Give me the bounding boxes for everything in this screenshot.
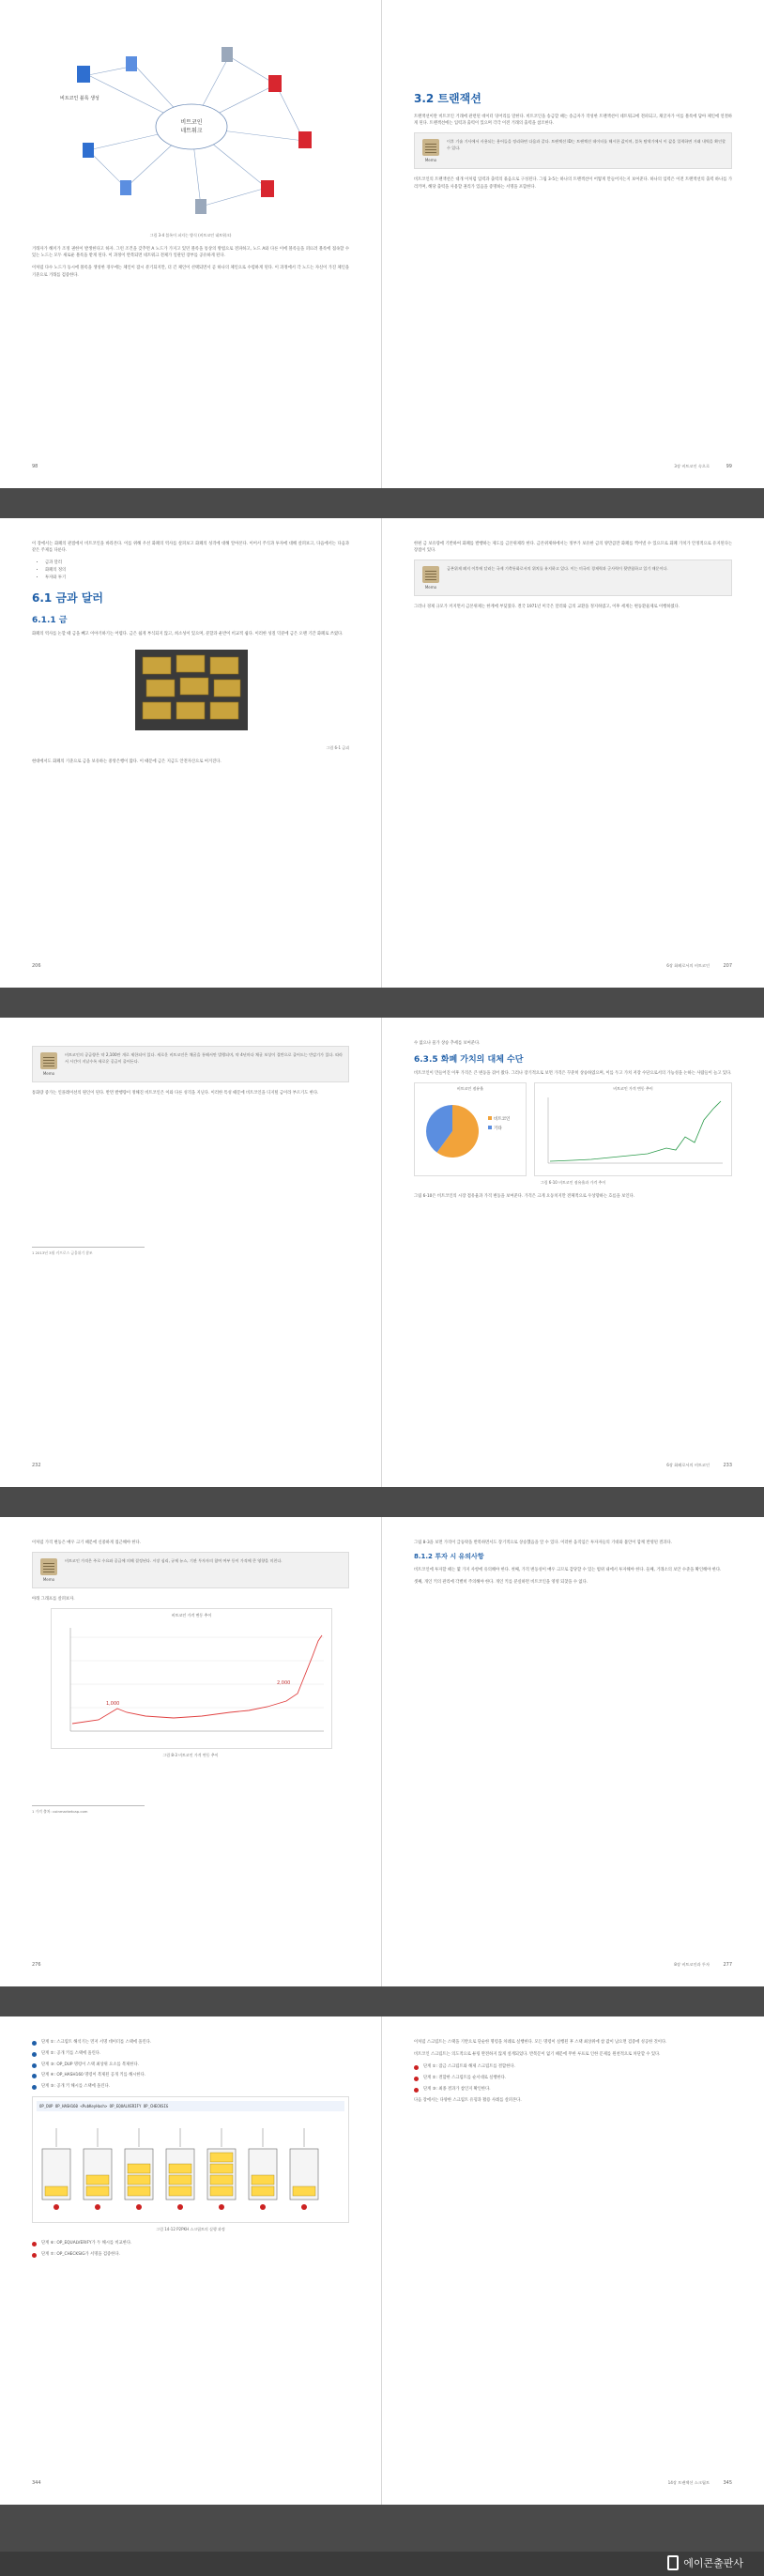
series-label-2: 2,000 <box>277 1680 291 1687</box>
line-chart <box>534 1082 732 1176</box>
footnote: 1 2013년 3월 키프로스 금융위기 참조 <box>32 1247 145 1256</box>
intro-paragraph: 이처럼 가격 변동은 매우 크기 때문에 신중하게 접근해야 한다. <box>32 1541 142 1545</box>
cloud-label-1: 비트코인 <box>180 119 203 126</box>
series-label-1: 1,000 <box>106 1701 120 1708</box>
step-item: 단계 ④: OP_HASH160 명령이 복제된 공개 키를 해시한다. <box>32 2072 349 2079</box>
paragraph: 그러나 경제 규모가 커지면서 금본위제는 한계에 부딪혔다. 결국 1971년 미국은 달러와 금의 교환을 정지하였고, 이후 세계는 변동환율제로 이행하였다. <box>414 605 680 610</box>
figure-caption: 그림 14-12 P2PKH 스크립트의 실행 과정 <box>156 2226 225 2231</box>
page-344 <box>0 2016 382 2505</box>
spread-2 <box>0 518 764 988</box>
paragraph: 이처럼 다수 노드가 동시에 블록을 생성한 경우에는 체인이 잠시 분기되지만, 더 긴 체인이 선택되면서 곧 하나의 체인으로 수렴하게 된다. 이 과정에서 각 노드는 자신이 가진 체인을 기준으로 거래를 검증한다. <box>32 266 349 278</box>
paragraph: 이처럼 스크립트는 스택을 기반으로 단순한 명령을 차례로 실행한다. 모든 명령이 실행된 후 스택 최상위에 참 값이 남으면 검증에 성공한 것이다. <box>414 2040 667 2045</box>
node-blue-1 <box>77 66 90 83</box>
memo-box <box>414 560 732 596</box>
paragraph: 트랜잭션이란 비트코인 거래에 관련된 데이터 덩어리를 말한다. 비트코인을 송금할 때는 송금자가 작성한 트랜잭션이 네트워크에 전파되고, 채굴자가 이를 블록에 담아 체인에 연결하게 된다. 트랜잭션에는 입력과 출력이 있으며 각각 이전 거래의 출력을 참조한다. <box>414 115 732 127</box>
memo-box <box>32 1046 349 1082</box>
memo-box <box>414 132 732 169</box>
node-red-2 <box>298 131 312 148</box>
page-207 <box>382 518 764 988</box>
paragraph: 셋째, 개인 키의 관리에 각별히 주의해야 한다. 개인 키를 분실하면 비트코인을 영영 되찾을 수 없다. <box>414 1580 588 1586</box>
spread-4 <box>0 1517 764 1986</box>
line-chart-title: 비트코인 가격 변동 추이 <box>613 1086 653 1092</box>
spread-1 <box>0 0 764 488</box>
step-item: 단계 ⑥: OP_EQUALVERIFY가 두 해시를 비교한다. <box>32 2240 349 2247</box>
price-series <box>72 1635 322 1724</box>
running-head: 3장 비트코인 속으로 <box>674 464 710 468</box>
topic-item: • 화폐의 정의 <box>45 567 349 575</box>
page-number: 206 <box>32 963 41 969</box>
paragraph: 비트코인에 투자할 때는 몇 가지 사항에 유의해야 한다. 첫째, 가격 변동성이 매우 크므로 감당할 수 있는 범위 내에서 투자해야 한다. 둘째, 거래소의 보안 수준을 확인해야 한다. <box>414 1568 722 1573</box>
memo-icon: Memo <box>38 1052 59 1076</box>
step-item: 단계 ⑦: OP_CHECKSIG가 서명을 검증한다. <box>32 2251 349 2259</box>
pie-chart-title: 비트코인 점유율 <box>456 1086 484 1092</box>
running-head: 14장 트랜잭션 스크립트 <box>667 2480 710 2485</box>
running-head: 6장 화폐로서의 비트코인 <box>666 1463 710 1467</box>
running-head: 6장 화폐로서의 비트코인 <box>666 963 710 968</box>
section-title: 3.2 트랜잭션 <box>414 92 481 105</box>
section-title: 6.3.5 화폐 가치의 대체 수단 <box>414 1055 524 1066</box>
pie-chart <box>414 1082 527 1176</box>
running-head: 8장 비트코인과 투자 <box>674 1962 710 1967</box>
page-number: 277 <box>723 1962 732 1968</box>
paragraph: 다음 장에서는 다양한 스크립트 유형과 활용 사례를 살펴본다. <box>414 2097 522 2103</box>
node-blue-2 <box>126 56 137 71</box>
publisher-logo <box>667 2555 743 2570</box>
page-number: 232 <box>32 1463 41 1468</box>
step-list <box>32 2039 349 2091</box>
script-code-line: OP_DUP OP_HASH160 <PubKeyHash> OP_EQUALVERIFY OP_CHECKSIG <box>37 2101 344 2111</box>
cloud-label-2: 네트워크 <box>180 128 203 134</box>
figure-caption: 그림 6-10 비트코인 점유율과 가격 추이 <box>540 1180 606 1186</box>
publisher-mark-icon <box>667 2555 679 2570</box>
legend-swatch <box>488 1126 492 1129</box>
topic-item: • 투자와 투기 <box>45 575 349 582</box>
step-list <box>414 2063 732 2093</box>
legend-label: 기타 <box>494 1127 502 1132</box>
step-item: 단계 ③: 최종 결과가 참인지 확인한다. <box>414 2086 732 2093</box>
page-206 <box>0 518 382 988</box>
paragraph: 아래 그래프를 살펴보자. <box>32 1597 75 1602</box>
paragraph: 비트코인 스크립트는 의도적으로 튜링 완전하지 않게 설계되었다. 반복문이 없기 때문에 무한 루프로 인한 문제를 원천적으로 차단할 수 있다. <box>414 2052 661 2058</box>
spread-5 <box>0 2016 764 2505</box>
intro-paragraph: 수 없으나 물가 상승 추세를 보여준다. <box>414 1041 481 1046</box>
section-title: 6.1.1 금 <box>32 616 68 626</box>
line-chart-plot <box>535 1092 728 1171</box>
topic-list <box>45 560 349 582</box>
paragraph: 그림 6-10은 비트코인의 시장 점유율과 가격 변동을 보여준다. 가격은 크게 요동치지만 전체적으로 우상향하는 흐름을 보인다. <box>414 1194 634 1200</box>
node-blue-4 <box>83 143 94 158</box>
page-number: 344 <box>32 2480 41 2486</box>
legend-label: 비트코인 <box>494 1117 511 1123</box>
step-item: 단계 ①: 스크립트 해석기는 먼저 서명 데이터를 스택에 올린다. <box>32 2039 349 2047</box>
memo-box <box>32 1552 349 1588</box>
memo-icon: Memo <box>420 139 441 162</box>
publisher-name: 에이콘출판사 <box>683 2557 743 2569</box>
paragraph: 한편 금 보유량에 기반하여 화폐를 발행하는 제도를 금본위제라 한다. 금본위제하에서는 정부가 보유한 금의 양만큼만 화폐를 찍어낼 수 있으므로 화폐 가치가 안정적으로 유지된다는 장점이 있다. <box>414 542 732 554</box>
page-number: 276 <box>32 1962 41 1968</box>
script-diagram <box>32 2096 349 2223</box>
step-item: 단계 ①: 잠금 스크립트와 해제 스크립트를 결합한다. <box>414 2063 732 2071</box>
footer-band <box>0 2552 764 2576</box>
price-series <box>550 1101 721 1161</box>
figure-caption: 그림 3-4 블록이 퍼지는 방식 (비트코인 네트워크) <box>149 233 232 238</box>
memo-text: 비트코인의 공급량은 약 2,100만 개로 제한되어 있다. 새로운 비트코인은 채굴을 통해서만 발행되며, 약 4년마다 채굴 보상이 절반으로 줄어드는 반감기가 있다. 따라서 시간이 지날수록 새로운 공급이 줄어든다. <box>65 1052 343 1064</box>
paragraph: 화폐의 역사를 논할 때 금을 빼고 이야기하기는 어렵다. 금은 쉽게 부식되지 않고, 희소성이 있으며, 분할과 운반이 비교적 쉽다. 이러한 성질 덕분에 금은 오랜 기간 화폐로 쓰였다. <box>32 632 344 637</box>
node-gray-1 <box>222 47 233 62</box>
page-345 <box>382 2016 764 2505</box>
footnote: 1 가격 출처: coinmarketcap.com <box>32 1805 145 1815</box>
memo-text: 비트코인 가격은 주로 수요와 공급에 의해 결정된다. 시장 심리, 규제 뉴스, 기관 투자자의 참여 여부 등이 가격에 큰 영향을 미친다. <box>65 1558 283 1564</box>
network-figure <box>32 38 350 225</box>
paragraph: 비트코인이 만들어진 이후 가격은 큰 변동을 겪어 왔다. 그러나 장기적으로 보면 가격은 꾸준히 상승하였으며, 이를 두고 가치 저장 수단으로서의 가능성을 논하는 사람들이 늘고 있다. <box>414 1071 732 1077</box>
node-blue-3 <box>120 180 131 195</box>
memo-icon: Memo <box>420 566 441 590</box>
page-233 <box>382 1018 764 1487</box>
pie-chart-plot <box>415 1092 526 1171</box>
memo-text: 이후 기술 기사에서 사용되는 용어들을 정리하면 다음과 같다. 트랜잭션 ID는 트랜잭션 데이터를 해시한 값이며, 블록 탐색기에서 이 값을 입력하면 거래 내역을 확인할 수 있다. <box>447 139 726 150</box>
page-number: 345 <box>723 2480 732 2486</box>
node-red-1 <box>268 75 282 92</box>
step-item: 단계 ②: 결합한 스크립트를 순서대로 실행한다. <box>414 2075 732 2082</box>
node-gray-2 <box>195 199 206 214</box>
paragraph: 비트코인의 트랜잭션은 대개 이처럼 입력과 출력의 묶음으로 구성된다. 그림 3-5는 하나의 트랜잭션이 어떻게 만들어지는지 보여준다. 하나의 입력은 이전 트랜잭션의 출력 하나를 가리키며, 해당 출력을 사용할 권리가 있음을 증명하는 서명을 포함한다. <box>414 177 732 190</box>
page-232 <box>0 1018 382 1487</box>
price-chart-title: 비트코인 가격 변동 추이 <box>171 1613 212 1618</box>
page-276 <box>0 1517 382 1986</box>
memo-text: 금본위제 폐지 이후에 달러는 국제 기축통화로서의 위치를 유지하고 있다. 이는 미국의 경제력과 군사력이 뒷받침하고 있기 때문이다. <box>447 566 668 572</box>
network-cloud <box>156 104 227 149</box>
price-chart <box>51 1608 332 1749</box>
spread-3 <box>0 1018 764 1487</box>
intro-paragraph: 이 장에서는 화폐의 관점에서 비트코인을 바라본다. 이를 위해 우선 화폐의 역사를 살펴보고 화폐의 성격에 대해 알아본다. 이어서 주식과 투자에 대해 살펴보고, 다음에서는 다음과 같은 주제를 다룬다. <box>32 542 349 554</box>
section-title: 8.1.2 투자 시 유의사항 <box>414 1553 484 1561</box>
price-chart-plot <box>52 1618 331 1745</box>
paragraph: 거래자가 해커가 조정 권한이 발생한다고 하자. 그런 조건을 갖추면 A 노드가 가지고 있던 블록을 통상의 방법으로 전파하고, 노드 A와 다른 이에 블록들을 퍼뜨려 블록에 접속할 수 있는 노드는 모두 새로운 블록을 받게 된다. 이 과정이 반복되면 네트워크 전체가 일관된 장부를 공유하게 된다. <box>32 247 349 259</box>
step-item: 단계 ③: OP_DUP 명령이 스택 최상위 요소를 복제한다. <box>32 2062 349 2069</box>
step-list <box>32 2240 349 2259</box>
figure-caption: 그림 6-1 금괴 <box>326 744 349 750</box>
page-number: 233 <box>723 1463 732 1468</box>
paragraph: 그림 8-3을 보면 가격이 급등락을 반복하면서도 장기적으로 상승했음을 알 수 있다. 이러한 움직임은 투자자들의 기대와 불안이 함께 반영된 결과다. <box>414 1541 673 1545</box>
page-number: 207 <box>723 963 732 969</box>
memo-icon: Memo <box>38 1558 59 1582</box>
gold-bars-photo <box>32 644 350 738</box>
legend-swatch <box>488 1116 492 1120</box>
stack-diagram <box>37 2111 346 2215</box>
page-number: 98 <box>32 464 38 469</box>
step-item: 단계 ⑤: 공개 키 해시를 스택에 올린다. <box>32 2083 349 2091</box>
chart-pair <box>414 1082 732 1176</box>
callout-label: 비트코인 블록 생성 <box>60 96 99 101</box>
topic-item: • 금과 달러 <box>45 560 349 567</box>
page-98 <box>0 0 382 488</box>
figure-caption: 그림 8-3 비트코인 가격 변동 추이 <box>162 1753 219 1758</box>
page-277 <box>382 1517 764 1986</box>
chapter-title: 6.1 금과 달러 <box>32 591 103 606</box>
page-number: 99 <box>726 464 732 469</box>
page-99 <box>382 0 764 488</box>
node-red-3 <box>261 180 274 197</box>
step-item: 단계 ②: 공개 키를 스택에 올린다. <box>32 2050 349 2058</box>
paragraph: 현대에서도 화폐의 기준으로 금을 보유하는 중앙은행이 많다. 이 때문에 금은 지금도 안전자산으로 여겨진다. <box>32 759 222 764</box>
paragraph: 통화량 증가는 인플레이션의 원인이 된다. 반면 발행량이 정해진 비트코인은 이와 다른 성격을 지닌다. 이러한 특성 때문에 비트코인을 디지털 금이라 부르기도 한다. <box>32 1091 319 1096</box>
